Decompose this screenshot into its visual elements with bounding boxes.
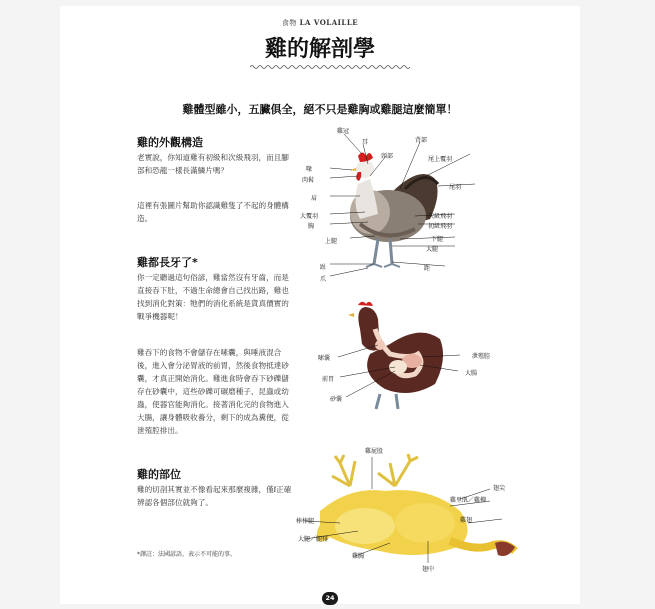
label-tail-end: 雞屁股 xyxy=(365,448,384,455)
label-gizzard: 砂囊 xyxy=(330,396,343,403)
label-primaries: 初級飛羽 xyxy=(428,223,453,230)
exterior-paragraph-2: 這裡有張圖片幫助你認識雞隻了不起的身體構造。 xyxy=(137,201,289,223)
label-wing-tip: 翅尖 xyxy=(493,485,506,492)
label-wattle: 肉髯 xyxy=(302,177,315,184)
label-cloaca: 泄殖腔 xyxy=(472,353,491,360)
page-title: 雞的解剖學 xyxy=(264,37,375,62)
label-beak: 喙 xyxy=(306,166,313,173)
teeth-paragraph-1: 你一定聽過這句俗諺，雞當然沒有牙齒，而是直接吞下肚，不過生命總會自己找出路，雞也找到消化對策：牠們的消化系統是貨真價實的戰爭機器呢！ xyxy=(137,273,289,321)
label-breast-cut: 雞胸 xyxy=(352,553,365,560)
translator-note: *譯註：法國諺語，表示不可能的事。 xyxy=(137,551,237,558)
label-thigh-cut: 大腿／腿排 xyxy=(298,536,329,543)
label-toe: 趾 xyxy=(320,264,327,271)
label-large-intestine: 大腸 xyxy=(465,370,478,377)
page-subtitle: 雞體型雖小，五臟俱全，絕不只是雞胸或雞腿這麼簡單！ xyxy=(182,103,458,116)
label-tenderloin: 雞里肌／雞柳 xyxy=(450,497,487,504)
running-header xyxy=(60,18,580,28)
cuts-paragraph-1: 雞的切剖其實並不像看起來那麼複雜，僅វ正確辨認各個部位就夠了。 xyxy=(137,485,292,507)
wavy-divider xyxy=(250,64,410,70)
chicken-cuts-illustration xyxy=(310,451,520,571)
book-page xyxy=(60,6,580,604)
label-claw: 爪 xyxy=(320,276,327,283)
label-breast: 胸 xyxy=(308,223,315,230)
label-spur: 距 xyxy=(424,265,431,272)
label-neck: 頸部 xyxy=(381,153,394,160)
digestive-illustration xyxy=(340,299,450,414)
label-wing: 雞翅 xyxy=(460,517,473,524)
label-mid-wing: 翅中 xyxy=(422,566,435,573)
label-covert: 大覆羽 xyxy=(300,213,319,220)
label-drumstick: 棒棒腿 xyxy=(296,518,315,525)
label-proventriculus: 前胃 xyxy=(322,376,335,383)
label-ear: 耳 xyxy=(362,139,369,146)
header-category: 食物 xyxy=(281,19,297,27)
label-upper-thigh: 上腿 xyxy=(325,238,338,245)
header-series: LA VOLAILLE xyxy=(299,18,359,27)
label-lower-leg: 下腿 xyxy=(431,236,444,243)
teeth-paragraph-2: 雞吞下的食物不會儲存在嗉囊，與唾液混合後，進入會分泌胃液的前胃，然後食物抵達砂囊，才真正開始消化。雞進食時會吞下砂礫儲存在砂囊中，這些砂礫可碾磨種子、昆蟲或幼蟲，使器官能夠消化。接著消化完的食物進入大腸，讓身體吸收養分，剩下的成為糞便，從泄殖腔排出。 xyxy=(137,348,289,435)
label-secondaries: 次級飛羽 xyxy=(428,213,453,220)
label-back: 背部 xyxy=(415,137,428,144)
page-number: 24 xyxy=(322,592,338,605)
section-title-cuts: 雞的部位 xyxy=(137,468,181,481)
section-title-teeth: 雞都長牙了* xyxy=(137,256,198,269)
label-shoulder: 肩 xyxy=(311,195,318,202)
label-crop: 嗉囊 xyxy=(318,355,331,362)
section-title-exterior: 雞的外觀構造 xyxy=(137,136,203,149)
label-saddle: 尾上覆羽 xyxy=(428,156,453,163)
label-tail: 尾羽 xyxy=(449,184,462,191)
exterior-paragraph-1: 老實說，你知道雞有初級和次級飛羽，而且腳部和恐龍一樣長滿鱗片嗎？ xyxy=(137,153,289,175)
label-thigh: 大腿 xyxy=(426,246,439,253)
label-comb: 雞冠 xyxy=(337,128,350,135)
